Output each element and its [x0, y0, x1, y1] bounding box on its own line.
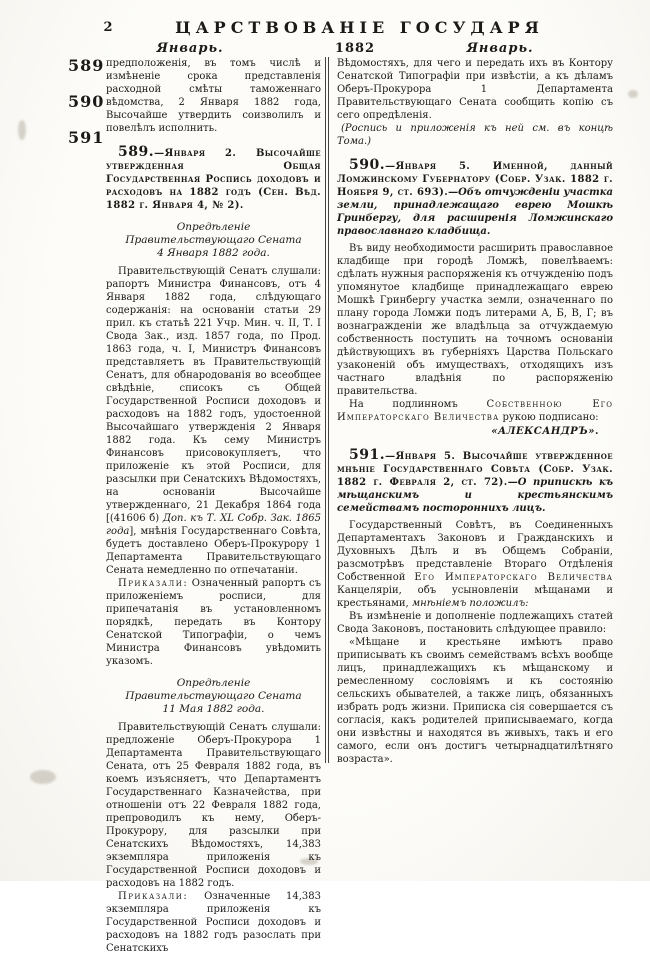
- margin-number-591: 591: [68, 128, 105, 147]
- scan-speckle: [628, 90, 638, 98]
- entry-590-subject: —Объ отчужденіи участка земли, принадлежащаго еврею Мошкѣ Гринбергу, для расширенія Ломжинскаго православнаго кладбища.: [337, 187, 613, 237]
- prikazali-label: Приказали:: [118, 578, 189, 589]
- margin-number-589: 589: [68, 56, 105, 75]
- imperial-majesty-caps: Собственною Его Императорскаго Величества: [337, 399, 613, 423]
- body-paragraph: Правительствующій Сенатъ слушали: предложеніе Оберъ-Прокурора 1 Департамента Правительствующаго Сената, отъ 25 Февраля 1882 года, въ коемъ изъясняетъ, что Департаментъ Государственнаго Казначейства, при отношеніи отъ 22 Февраля 1882 года, препроводилъ къ нему, Оберъ-Прокурору, для разсылки при Сенатскихъ Вѣдомостяхъ, 14,383 экземпляра приложенія къ Государственной Росписи доходовъ и расходовъ на 1882 годъ.: [106, 722, 321, 889]
- paragraph-text: Правительствующій Сенатъ слушали: рапортъ Министра Финансовъ, отъ 4 Января 1882 года, слѣдующаго содержанія: на основаніи статьи 29 прил. къ статьѣ 221 Учр. Мин. ч. II, Т. I Свода Зак., изд. 1857 года, по Прод. 1863 года, ч. I, Министръ Финансовъ представляетъ въ Правительствующій Сенатъ, для обнародованія во всеобщее свѣдѣніе, списокъ съ Общей Государственной Росписи доходовъ и расходовъ на 1882 годъ, удостоенной Высочайшаго утвержденія 2 Января 1882 года. Къ сему Министръ Финансовъ присовокупляетъ, что приложеніе къ этой Росписи, для разсылки при Сенатскихъ Вѣдомостяхъ, на основаніи Высочайше утвержденнаго, 21 Декабря 1864 года [(41606 б): [106, 266, 321, 524]
- left-column: [106, 57, 321, 955]
- senate-ruling-subheading-2: [112, 677, 315, 716]
- signature-attestation: [337, 398, 613, 424]
- entry-590-title: —Января 5. Именной, данный Ломжинскому Губернатору (Собр. Узак. 1882 г. Ноября 9, ст. 693).: [337, 161, 613, 198]
- entry-589-heading: [106, 146, 321, 212]
- citation-italic: Доп. къ Т. XL Собр. Зак. 1865 года: [106, 513, 321, 537]
- signature-name: «АЛЕКСАНДРЪ».: [491, 426, 599, 437]
- subheading-line: Опредѣленіе Правительствующаго Сената: [125, 221, 302, 246]
- prikazali-label: Приказали:: [118, 891, 189, 902]
- body-paragraph: [337, 519, 613, 610]
- entry-591-number: 591.: [349, 447, 386, 463]
- entry-590-number: 590.: [349, 157, 386, 173]
- imperial-majesty-caps: Его Императорскаго Величества: [414, 572, 613, 583]
- paragraph-text: Государственный Совѣтъ, въ Соединенныхъ Департаментахъ Законовъ и Гражданскихъ и Духовныхъ Дѣлъ и въ Общемъ Собраніи, разсмотрѣвъ представленіе Втораго Отдѣленія Собственной: [337, 520, 613, 583]
- body-paragraph: [106, 577, 321, 668]
- running-head-month-left: Январь.: [156, 41, 224, 56]
- attestation-text: рукою подписано:: [499, 412, 599, 423]
- senate-ruling-subheading-1: [112, 221, 315, 260]
- body-paragraph: Въ виду необходимости расширить православное кладбище при городѣ Ломжѣ, повелѣваемъ: сдѣлать нужныя распоряженія къ отчужденію подъ упомянутое кладбище принадлежащаго еврею Мошкѣ Гринбергу участка земли, означеннаго по плану города Ломжи подъ литерами А, Б, В, Г; въ вознагражденіи же владѣльца за отчуждаемую собственность поступить на точномъ основаніи дѣйствующихъ въ губерніяхъ Царства Польскаго узаконеній объ имуществахъ, отходящихъ изъ частнаго владѣнія по распоряженію правительства.: [337, 243, 614, 397]
- entry-590-heading: [337, 159, 613, 238]
- margin-number-590: 590: [68, 92, 105, 111]
- body-paragraph: «Мѣщане и крестьяне имѣютъ право приписывать къ своимъ семействамъ всѣхъ вообще лицъ, принадлежащихъ къ мѣщанскому и ремесленному сословіямъ и къ состоянію сельскихъ обывателей, а также лицъ, обязанныхъ избрать родъ жизни. Приписка сія совершается съ согласія, какъ родителей приписываемаго, когда они извѣстны и находятся въ живыхъ, такъ и его самого, если онъ достигъ четырнадцатилѣтняго возраста».: [337, 637, 613, 765]
- entry-591-subject: —О припискѣ къ мѣщанскимъ и крестьянскимъ семействамъ постороннихъ лицъ.: [337, 477, 613, 514]
- column-divider-rule: [325, 57, 329, 763]
- scan-speckle: [18, 120, 26, 140]
- continuation-paragraph: Вѣдомостяхъ, для чего и передать ихъ въ Контору Сенатской Типографіи при извѣстіи, а къ дѣламъ Оберъ-Прокурора 1 Департамента Правительствующаго Сената сообщить копію съ сего опредѣленія.: [337, 58, 613, 121]
- running-head-month-right: Январь.: [466, 41, 534, 56]
- entry-589-title: —Января 2. Высочайше утвержденная Общая Государственная Роспись доходовъ и расходовъ на 1882 годъ (Сен. Вѣд. 1882 г. Января 4, № 2).: [106, 148, 321, 211]
- page-title: ЦАРСТВОВАНІЕ ГОСУДАРЯ: [175, 18, 544, 37]
- right-column: [337, 57, 613, 766]
- margin-entry-numbers: [68, 56, 106, 164]
- subheading-line: Опредѣленіе Правительствующаго Сената: [125, 677, 302, 702]
- body-paragraph: [106, 890, 321, 955]
- paragraph-text: ], мнѣнія Государственнаго Совѣта, будетъ доставлено Оберъ-Прокурору 1 Департамента Правительствующаго Сената немедленно по отпечатаніи.: [106, 526, 321, 576]
- entry-591-heading: [337, 449, 613, 515]
- body-paragraph: Въ измѣненіе и дополненіе подлежащихъ статей Свода Законовъ, постановить слѣдующее правило:: [337, 611, 613, 635]
- paragraph-text: Канцеляріи, объ усыновленіи мѣщанами и крестьянами,: [337, 585, 613, 609]
- mnenie-polozhil-italic: мнѣніемъ положилъ:: [411, 598, 529, 609]
- entry-589-number: 589.: [118, 144, 155, 160]
- page-number: 2: [103, 20, 113, 35]
- subheading-date: 11 Мая 1882 года.: [162, 703, 265, 715]
- subheading-date: 4 Января 1882 года.: [157, 247, 270, 259]
- continuation-paragraph: предположенія, въ томъ числѣ и измѣненіе срока представленія расходной смѣты таможеннаго вѣдомства, 2 Января 1882 года, Высочайше утвердить соизволилъ и повелѣлъ исполнить.: [106, 58, 321, 134]
- paragraph-text: Означенные 14,383 экземпляра приложенія къ Государственной Росписи доходовъ и расходовъ на 1882 годъ разослать при Сенатскихъ: [106, 891, 321, 954]
- paragraph-text: Означенный рапортъ съ приложеніемъ росписи, для припечатанія въ установленномъ порядкѣ, передать въ Контору Сенатской Типографіи, о чемъ Министра Финансовъ увѣдомить указомъ.: [106, 578, 321, 667]
- body-paragraph: [106, 265, 321, 577]
- scan-speckle: [30, 770, 56, 784]
- running-head-year: 1882: [334, 41, 376, 56]
- cross-reference-note: (Роспись и приложенія къ ней см. въ концѣ Тома.): [337, 123, 613, 147]
- attestation-text: На подлинномъ: [349, 399, 487, 410]
- entry-591-title: —Января 5. Высочайше утвержденное мнѣніе Государственнаго Совѣта (Собр. Узак. 1882 г. Февраля 2, ст. 72).: [337, 451, 613, 488]
